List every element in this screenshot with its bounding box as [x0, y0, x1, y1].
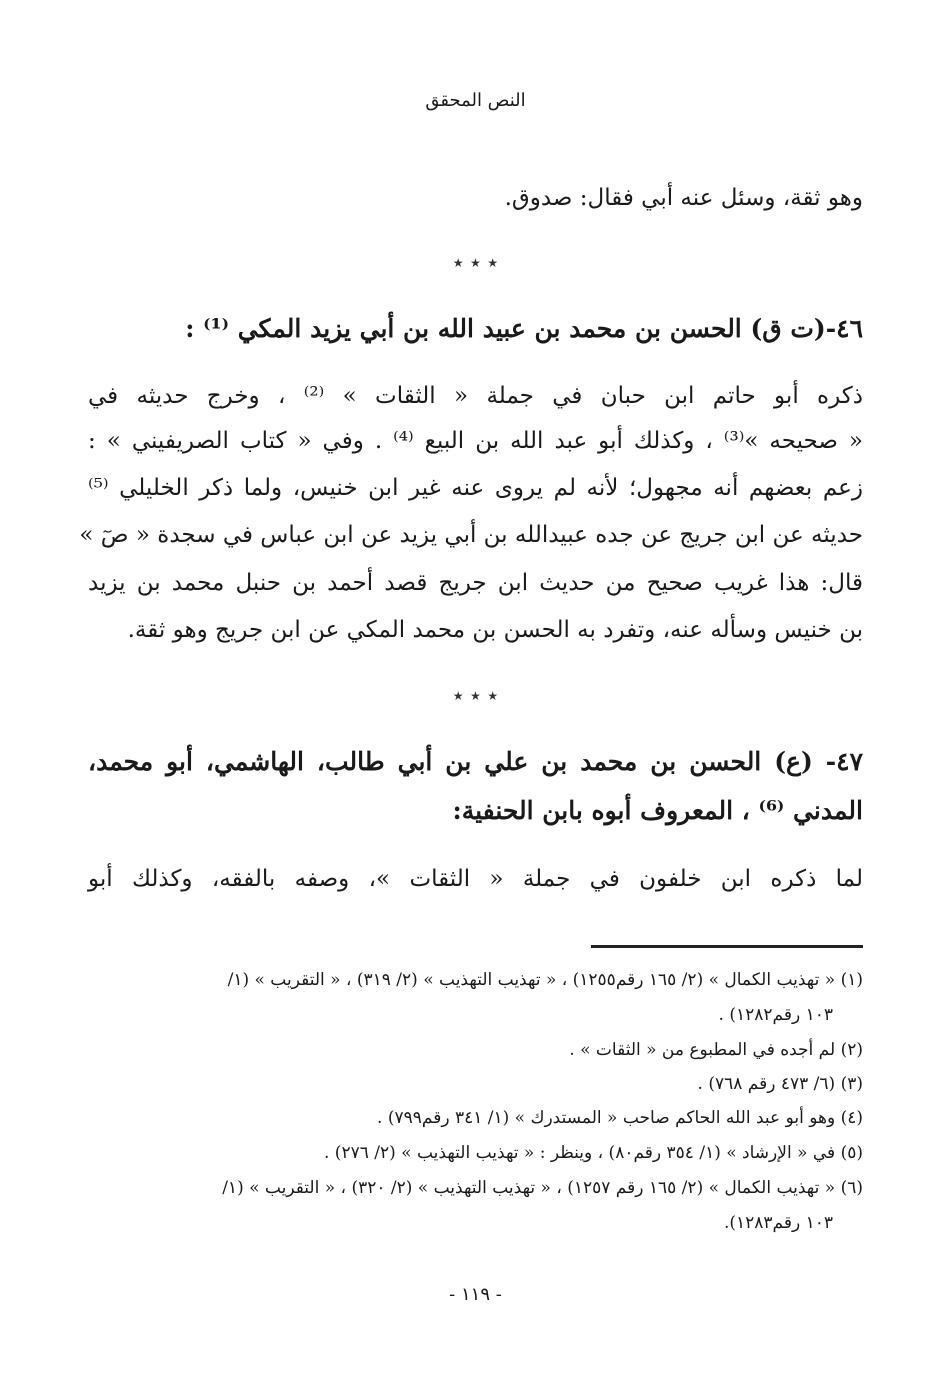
separator-2: ٭ ٭ ٭ [452, 683, 499, 707]
entry-46-line: « صحيحه »⁽³⁾ ، وكذلك أبو عبد الله بن البيع ⁽⁴⁾ . وفي « كتاب الصريفيني » : [88, 428, 863, 454]
footnote-4: (٤) وهو أبو عبد الله الحاكم صاحب « المستدرك » (١/ ٣٤١ رقم٧٩٩) . [377, 1108, 863, 1128]
entry-46-line: قال: هذا غريب صحيح من حديث ابن جريج قصد أحمد بن حنبل محمد بن يزيد [88, 570, 863, 596]
footnote-1: (١) « تهذيب الكمال » (٢/ ١٦٥ رقم١٢٥٥) ، « تهذيب التهذيب » (٢/ ٣١٩) ، « التقريب » (١/ [227, 970, 863, 990]
page-number: - ١١٩ - [449, 1284, 502, 1305]
entry-47-heading-line-1: ٤٧- (ع) الحسن بن محمد بن علي بن أبي طالب، الهاشمي، أبو محمد، [88, 747, 863, 776]
entry-47-heading-line-2: المدني ⁽⁶⁾ ، المعروف أبوه بابن الحنفية: [452, 796, 863, 825]
intro-line: وهو ثقة، وسئل عنه أبي فقال: صدوق. [504, 185, 863, 211]
entry-46-line: حديثه عن ابن جريج عن جده عبيدالله بن أبي يزيد عن ابن عباس في سجدة « صٓ » [79, 522, 863, 548]
entry-46-heading: ٤٦-(ت ق) الحسن بن محمد بن عبيد الله بن أبي يزيد المكي ⁽¹⁾ : [185, 314, 863, 343]
footnote-2: (٢) لم أجده في المطبوع من « الثقات » . [569, 1040, 863, 1060]
footnote-1-continued: ١٠٣ رقم١٢٨٢) . [718, 1005, 833, 1025]
footnote-rule [591, 945, 863, 948]
entry-46-line: ذكره أبو حاتم ابن حبان في جملة « الثقات » ⁽²⁾ ، وخرج حديثه في [88, 383, 863, 409]
footnote-6: (٦) « تهذيب الكمال » (٢/ ١٦٥ رقم ١٢٥٧) ، « تهذيب التهذيب » (٢/ ٣٢٠) ، « التقريب » (١/ [222, 1178, 863, 1198]
footnote-6-continued: ١٠٣ رقم١٢٨٣). [723, 1213, 833, 1233]
entry-46-line: زعم بعضهم أنه مجهول؛ لأنه لم يروى عنه غير ابن خنيس، ولما ذكر الخليلي ⁽⁵⁾ [88, 475, 863, 501]
entry-47-line: لما ذكره ابن خلفون في جملة « الثقات »، وصفه بالفقه، وكذلك أبو [88, 866, 863, 892]
footnote-3: (٣) (٦/ ٤٧٣ رقم ٧٦٨) . [697, 1074, 863, 1094]
running-header: النص المحقق [425, 90, 526, 111]
footnote-5: (٥) في « الإرشاد » (١/ ٣٥٤ رقم٨٠) ، وينظر : « تهذيب التهذيب » (٢/ ٢٧٦) . [324, 1143, 863, 1163]
entry-46-line: بن خنيس وسأله عنه، وتفرد به الحسن بن محمد المكي عن ابن جريج وهو ثقة. [127, 617, 863, 643]
separator-1: ٭ ٭ ٭ [452, 250, 499, 274]
